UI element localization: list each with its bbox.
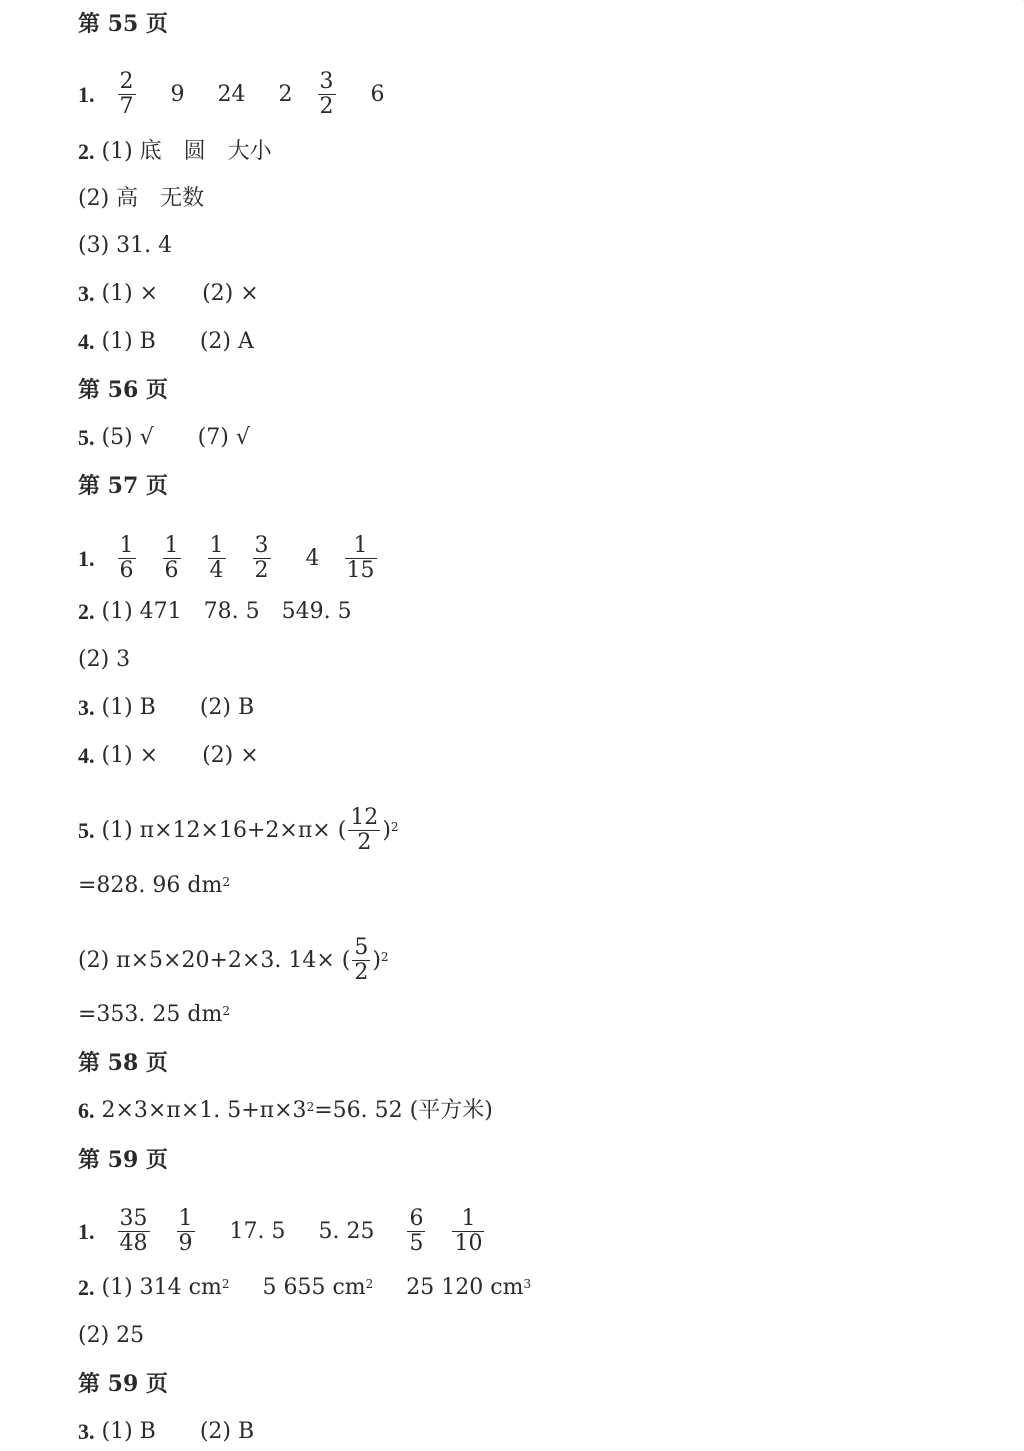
question-number: 1.: [78, 81, 95, 107]
question-number: 2.: [78, 139, 95, 164]
exponent: 2: [390, 819, 399, 834]
answer-p55-q4: [78, 328, 254, 356]
question-number: 5.: [78, 425, 95, 450]
answer-p55-q2-2: (2) 高 无数: [78, 186, 205, 211]
exponent: 2: [306, 1100, 315, 1114]
question-number: 1.: [78, 545, 95, 571]
fraction: $\frac{5}{2}$: [354, 935, 369, 985]
answer-p57-q3: [78, 694, 254, 722]
answer-p55-q1: [78, 70, 385, 119]
answer-text: (1) × (2) ×: [101, 281, 259, 306]
exponent: 2: [221, 1277, 230, 1291]
answer-p59-q2-2: (2) 25: [78, 1323, 145, 1348]
section-heading-p58: 第 58 页: [78, 1050, 168, 1076]
result-text: =828. 96 dm: [78, 873, 223, 898]
fraction: $\frac{3}{2}$: [254, 533, 269, 583]
exponent: 2: [365, 1277, 374, 1291]
section-heading-p59-second: 第 59 页: [78, 1371, 168, 1397]
answer-p55-q2-1: [78, 138, 272, 166]
question-number: 6.: [78, 1098, 95, 1123]
fraction: $\frac{1}{6}$: [164, 533, 179, 583]
answer-value: 5. 25: [318, 1218, 375, 1244]
question-number: 3.: [78, 281, 95, 306]
question-number: 4.: [78, 743, 95, 768]
answer-p57-q1: [78, 534, 379, 583]
answer-value: 6: [370, 81, 385, 107]
answer-text: (5) √ (7) √: [101, 425, 250, 450]
answer-text: 5 655 cm: [262, 1275, 366, 1300]
answer-p59-q1: [78, 1207, 486, 1256]
fraction: $\frac{1}{9}$: [178, 1206, 193, 1256]
question-number: 2.: [78, 599, 95, 624]
fraction: $\frac{1}{10}$: [454, 1206, 483, 1256]
answer-value: 2: [278, 81, 293, 107]
answer-value: 9: [170, 81, 185, 107]
answer-text: (1) 底 圆 大小: [101, 139, 272, 164]
answer-value: 4: [305, 545, 320, 571]
exponent: 3: [523, 1277, 532, 1291]
answer-text: 25 120 cm: [406, 1275, 524, 1300]
result-text: =353. 25 dm: [78, 1002, 223, 1027]
fraction: $\frac{12}{2}$: [350, 805, 379, 855]
question-number: 2.: [78, 1275, 95, 1300]
formula-text: (1) π×12×16+2×π× (: [101, 817, 347, 843]
answer-p57-q5-2-result: [78, 1001, 230, 1029]
answer-p57-q5-1: [78, 806, 399, 855]
answer-p57-q2-2: (2) 3: [78, 647, 131, 672]
answer-p57-q5-2: [78, 936, 389, 985]
fraction: $\frac{1}{15}$: [346, 533, 375, 583]
fraction: $\frac{35}{48}$: [119, 1206, 148, 1256]
answer-value: 24: [217, 81, 246, 107]
answer-p57-q5-1-result: [78, 872, 230, 900]
answer-text: (1) B (2) B: [101, 695, 255, 720]
answer-p55-q3: [78, 280, 259, 308]
section-heading-p56: 第 56 页: [78, 377, 168, 403]
section-heading-p55: 第 55 页: [78, 11, 168, 37]
answer-text: (1) × (2) ×: [101, 743, 259, 768]
answer-p59-q2-1: [78, 1274, 531, 1302]
answer-p58-q6: [78, 1097, 493, 1125]
page-corner-mark: [976, 0, 1024, 16]
answer-text: (1) B (2) B: [101, 1419, 255, 1444]
formula-text: =56. 52 (平方米): [314, 1098, 493, 1123]
answer-text: (1) B (2) A: [101, 329, 254, 354]
answer-value: 17. 5: [229, 1218, 286, 1244]
answer-text: (1) 471 78. 5 549. 5: [101, 599, 352, 624]
fraction: $\frac{3}{2}$: [319, 69, 334, 119]
question-number: 4.: [78, 329, 95, 354]
answer-p56-q5: [78, 424, 250, 452]
exponent: 2: [222, 1004, 230, 1018]
answer-p57-q2-1: [78, 598, 352, 626]
formula-text: (2) π×5×20+2×3. 14× (: [78, 947, 351, 973]
fraction: $\frac{1}{6}$: [119, 533, 134, 583]
fraction: $\frac{6}{5}$: [409, 1206, 424, 1256]
question-number: 3.: [78, 695, 95, 720]
answer-p57-q4: [78, 742, 259, 770]
formula-text: ): [382, 817, 391, 843]
fraction: $\frac{2}{7}$: [119, 69, 134, 119]
exponent: 2: [222, 875, 230, 889]
answer-p55-q2-3: (3) 31. 4: [78, 233, 173, 258]
question-number: 1.: [78, 1218, 95, 1244]
formula-text: 2×3×π×1. 5+π×3: [101, 1098, 307, 1123]
answer-text: (1) 314 cm: [101, 1275, 222, 1300]
section-heading-p59: 第 59 页: [78, 1147, 168, 1173]
formula-text: ): [372, 947, 381, 973]
answer-p59-q3: [78, 1418, 254, 1446]
section-heading-p57: 第 57 页: [78, 473, 168, 499]
fraction: $\frac{1}{4}$: [209, 533, 224, 583]
question-number: 5.: [78, 817, 95, 843]
question-number: 3.: [78, 1419, 95, 1444]
exponent: 2: [380, 949, 389, 964]
